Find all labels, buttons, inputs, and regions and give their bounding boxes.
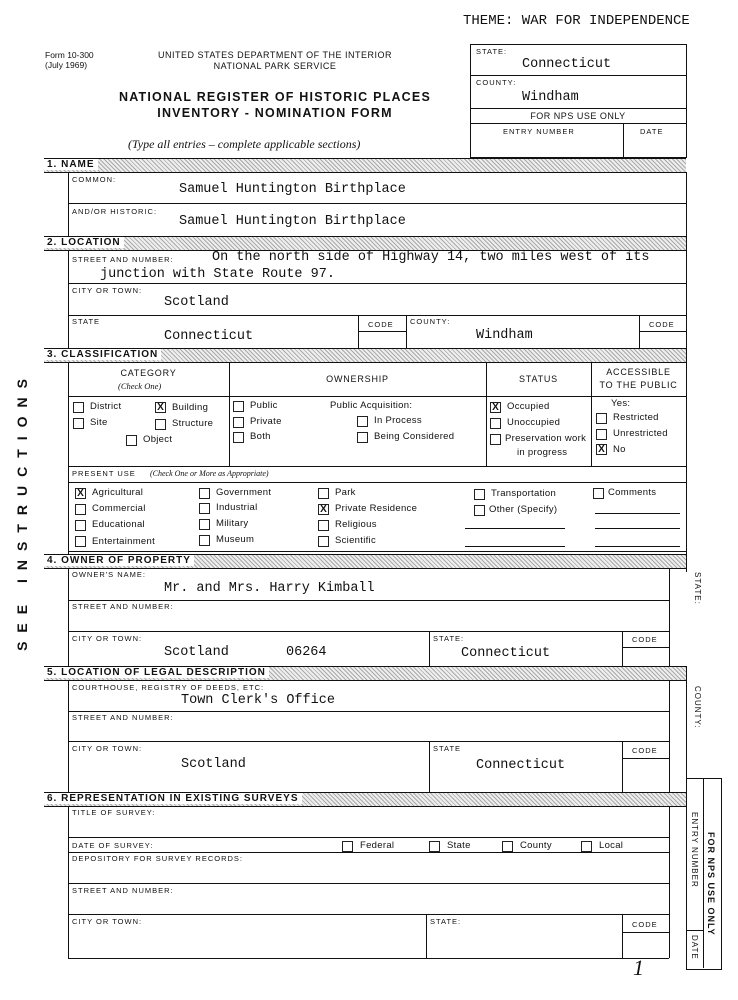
owner-state-label: STATE: <box>433 634 465 643</box>
form-title <box>105 89 445 121</box>
access-yes-label: Yes: <box>611 398 631 409</box>
category-object-label: Object <box>143 434 173 445</box>
present-use-label: PRESENT USE <box>72 469 136 478</box>
access-no-checkbox[interactable]: X <box>596 444 607 455</box>
use-religious-label: Religious <box>335 519 377 530</box>
survey-date-label: DATE OF SURVEY: <box>72 841 154 850</box>
use-comments-label: Comments <box>608 487 657 498</box>
form-number <box>45 50 94 70</box>
location-street-line-2: junction with State Route 97. <box>100 267 335 282</box>
owner-name-label: OWNER'S NAME: <box>72 570 147 579</box>
access-unrestricted-label: Unrestricted <box>613 428 668 439</box>
status-occupied-label: Occupied <box>507 401 550 412</box>
courthouse-label: COURTHOUSE, REGISTRY OF DEEDS, ETC: <box>72 683 265 692</box>
location-state-value: Connecticut <box>164 329 254 344</box>
location-city-value: Scotland <box>164 295 229 310</box>
location-city-label: CITY OR TOWN: <box>72 286 143 295</box>
topbox-date-label: DATE <box>640 127 664 136</box>
instructions-note: (Type all entries – complete applicable sections) <box>128 137 361 151</box>
topbox-state-label: STATE: <box>476 47 508 56</box>
ownership-heading: OWNERSHIP <box>326 374 389 384</box>
survey-street-label: STREET AND NUMBER: <box>72 886 174 895</box>
use-private-residence-label: Private Residence <box>335 503 418 514</box>
owner-street-label: STREET AND NUMBER: <box>72 602 174 611</box>
section-6-title: 6. REPRESENTATION IN EXISTING SURVEYS <box>44 793 302 804</box>
survey-federal-label: Federal <box>360 840 395 851</box>
legal-state-label: STATE <box>433 744 462 753</box>
location-code2-label: CODE <box>649 320 675 329</box>
form-date-text: (July 1969) <box>45 60 88 70</box>
survey-county-label: County <box>520 840 552 851</box>
margin-entry-number-label: ENTRY NUMBER <box>690 812 699 888</box>
use-park-checkbox[interactable] <box>318 488 329 499</box>
see-instructions-side: SEE INSTRUCTIONS <box>14 370 30 651</box>
form-number-text: Form 10-300 <box>45 50 94 60</box>
owner-state-value: Connecticut <box>461 646 551 661</box>
topbox-state-value: Connecticut <box>522 57 612 72</box>
section-1-title: 1. NAME <box>44 159 98 170</box>
category-structure-checkbox[interactable] <box>155 419 166 430</box>
category-object-checkbox[interactable] <box>126 435 137 446</box>
location-state-label: STATE <box>72 317 101 326</box>
location-code-label: CODE <box>368 320 394 329</box>
location-street-line-1: On the north side of Highway 14, two miles west of its <box>212 250 650 265</box>
courthouse-value: Town Clerk's Office <box>181 693 335 708</box>
use-educational-checkbox[interactable] <box>75 520 86 531</box>
section-2-header <box>44 236 686 251</box>
topbox-entry-label: ENTRY NUMBER <box>503 127 575 136</box>
location-county-value: Windham <box>476 328 533 343</box>
present-use-note: (Check One or More as Appropriate) <box>150 469 269 478</box>
use-government-label: Government <box>216 487 272 498</box>
use-military-checkbox[interactable] <box>199 519 210 530</box>
use-comments-checkbox[interactable] <box>593 488 604 499</box>
section-1-header <box>44 158 686 173</box>
agency-line-2: NATIONAL PARK SERVICE <box>213 61 337 71</box>
use-agricultural-label: Agricultural <box>92 487 144 498</box>
acquisition-being-considered-checkbox[interactable] <box>357 432 368 443</box>
historic-name-value: Samuel Huntington Birthplace <box>179 214 406 229</box>
agency-block <box>130 50 420 72</box>
use-transportation-label: Transportation <box>491 488 557 499</box>
legal-city-label: CITY OR TOWN: <box>72 744 143 753</box>
status-unoccupied-label: Unoccupied <box>507 417 561 428</box>
use-other-checkbox[interactable] <box>474 505 485 516</box>
use-government-checkbox[interactable] <box>199 488 210 499</box>
section-5-title: 5. LOCATION OF LEGAL DESCRIPTION <box>44 667 269 678</box>
use-military-label: Military <box>216 518 249 529</box>
use-industrial-checkbox[interactable] <box>199 503 210 514</box>
legal-city-value: Scotland <box>181 757 246 772</box>
use-commercial-label: Commercial <box>92 503 146 514</box>
survey-county-checkbox[interactable] <box>502 841 513 852</box>
legal-street-label: STREET AND NUMBER: <box>72 713 174 722</box>
ownership-private-checkbox[interactable] <box>233 417 244 428</box>
status-occupied-checkbox[interactable]: X <box>490 402 501 413</box>
use-entertainment-checkbox[interactable] <box>75 536 86 547</box>
use-scientific-checkbox[interactable] <box>318 536 329 547</box>
use-educational-label: Educational <box>92 519 145 530</box>
category-district-label: District <box>90 401 122 412</box>
section-2-title: 2. LOCATION <box>44 237 124 248</box>
acquisition-in-process-checkbox[interactable] <box>357 416 368 427</box>
topbox-nps-label: FOR NPS USE ONLY <box>530 111 626 121</box>
use-religious-checkbox[interactable] <box>318 520 329 531</box>
survey-local-label: Local <box>599 840 624 851</box>
margin-date-label: DATE <box>690 935 699 960</box>
common-name-value: Samuel Huntington Birthplace <box>179 182 406 197</box>
survey-code-label: CODE <box>632 920 658 929</box>
survey-city-label: CITY OR TOWN: <box>72 917 143 926</box>
ownership-both-label: Both <box>250 431 271 442</box>
use-scientific-label: Scientific <box>335 535 377 546</box>
section-5-header <box>44 666 686 681</box>
access-unrestricted-checkbox[interactable] <box>596 429 607 440</box>
category-building-label: Building <box>172 402 209 413</box>
form-title-line-2: INVENTORY - NOMINATION FORM <box>157 106 393 120</box>
use-entertainment-label: Entertainment <box>92 536 156 547</box>
status-preservation-label: Preservation work <box>505 433 587 444</box>
access-heading-2: TO THE PUBLIC <box>599 380 678 390</box>
use-transportation-checkbox[interactable] <box>474 489 485 500</box>
survey-local-checkbox[interactable] <box>581 841 592 852</box>
section-6-header <box>44 792 686 807</box>
use-private-residence-checkbox[interactable]: X <box>318 504 329 515</box>
status-preservation-continued: in progress <box>517 447 568 458</box>
common-name-label: COMMON: <box>72 175 117 184</box>
ownership-both-checkbox[interactable] <box>233 432 244 443</box>
legal-code-label: CODE <box>632 746 658 755</box>
survey-state-checkbox[interactable] <box>429 841 440 852</box>
owner-name-value: Mr. and Mrs. Harry Kimball <box>164 581 375 596</box>
page-mark: 1 <box>633 955 644 980</box>
use-museum-checkbox[interactable] <box>199 535 210 546</box>
category-structure-label: Structure <box>172 418 214 429</box>
category-site-label: Site <box>90 417 108 428</box>
category-site-checkbox[interactable] <box>73 418 84 429</box>
ownership-private-label: Private <box>250 416 282 427</box>
topbox-county-label: COUNTY: <box>476 78 517 87</box>
section-3-title: 3. CLASSIFICATION <box>44 349 161 360</box>
category-subheading: (Check One) <box>118 381 162 391</box>
use-museum-label: Museum <box>216 534 255 545</box>
historic-name-label: AND/OR HISTORIC: <box>72 207 158 216</box>
margin-county-label: COUNTY: <box>693 686 702 729</box>
access-restricted-label: Restricted <box>613 412 659 423</box>
survey-state-label: STATE: <box>430 917 462 926</box>
ownership-public-label: Public <box>250 400 278 411</box>
theme-heading: THEME: WAR FOR INDEPENDENCE <box>463 13 690 29</box>
agency-line-1: UNITED STATES DEPARTMENT OF THE INTERIOR <box>157 50 393 60</box>
acquisition-label: Public Acquisition: <box>330 400 413 411</box>
legal-state-value: Connecticut <box>476 758 566 773</box>
access-heading-1: ACCESSIBLE <box>606 367 671 377</box>
survey-state-label: State <box>447 840 471 851</box>
acquisition-in-process-label: In Process <box>374 415 422 426</box>
owner-zip-value: 06264 <box>286 645 327 660</box>
access-restricted-checkbox[interactable] <box>596 413 607 424</box>
section-3-header <box>44 348 686 363</box>
margin-state-label: STATE: <box>693 572 702 605</box>
margin-nps-label: FOR NPS USE ONLY <box>706 832 716 936</box>
section-4-header <box>44 554 686 569</box>
use-industrial-label: Industrial <box>216 502 258 513</box>
section-4-title: 4. OWNER OF PROPERTY <box>44 555 194 566</box>
owner-code-label: CODE <box>632 635 658 644</box>
location-street-label: STREET AND NUMBER: <box>72 255 174 264</box>
acquisition-being-considered-label: Being Considered <box>374 431 455 442</box>
topbox-county-value: Windham <box>522 90 579 105</box>
category-district-checkbox[interactable] <box>73 402 84 413</box>
category-building-checkbox[interactable]: X <box>155 402 166 413</box>
category-heading: CATEGORY <box>120 368 177 378</box>
owner-city-value: Scotland <box>164 645 229 660</box>
use-other-label: Other (Specify) <box>489 504 558 515</box>
use-agricultural-checkbox[interactable]: X <box>75 488 86 499</box>
use-commercial-checkbox[interactable] <box>75 504 86 515</box>
location-county-label: COUNTY: <box>410 317 451 326</box>
survey-federal-checkbox[interactable] <box>342 841 353 852</box>
access-no-label: No <box>613 444 626 455</box>
survey-title-label: TITLE OF SURVEY: <box>72 808 156 817</box>
status-unoccupied-checkbox[interactable] <box>490 418 501 429</box>
use-park-label: Park <box>335 487 356 498</box>
ownership-public-checkbox[interactable] <box>233 401 244 412</box>
status-preservation-checkbox[interactable] <box>490 434 501 445</box>
status-heading: STATUS <box>519 374 558 384</box>
depository-label: DEPOSITORY FOR SURVEY RECORDS: <box>72 854 244 863</box>
owner-city-label: CITY OR TOWN: <box>72 634 143 643</box>
form-title-line-1: NATIONAL REGISTER OF HISTORIC PLACES <box>119 90 431 104</box>
